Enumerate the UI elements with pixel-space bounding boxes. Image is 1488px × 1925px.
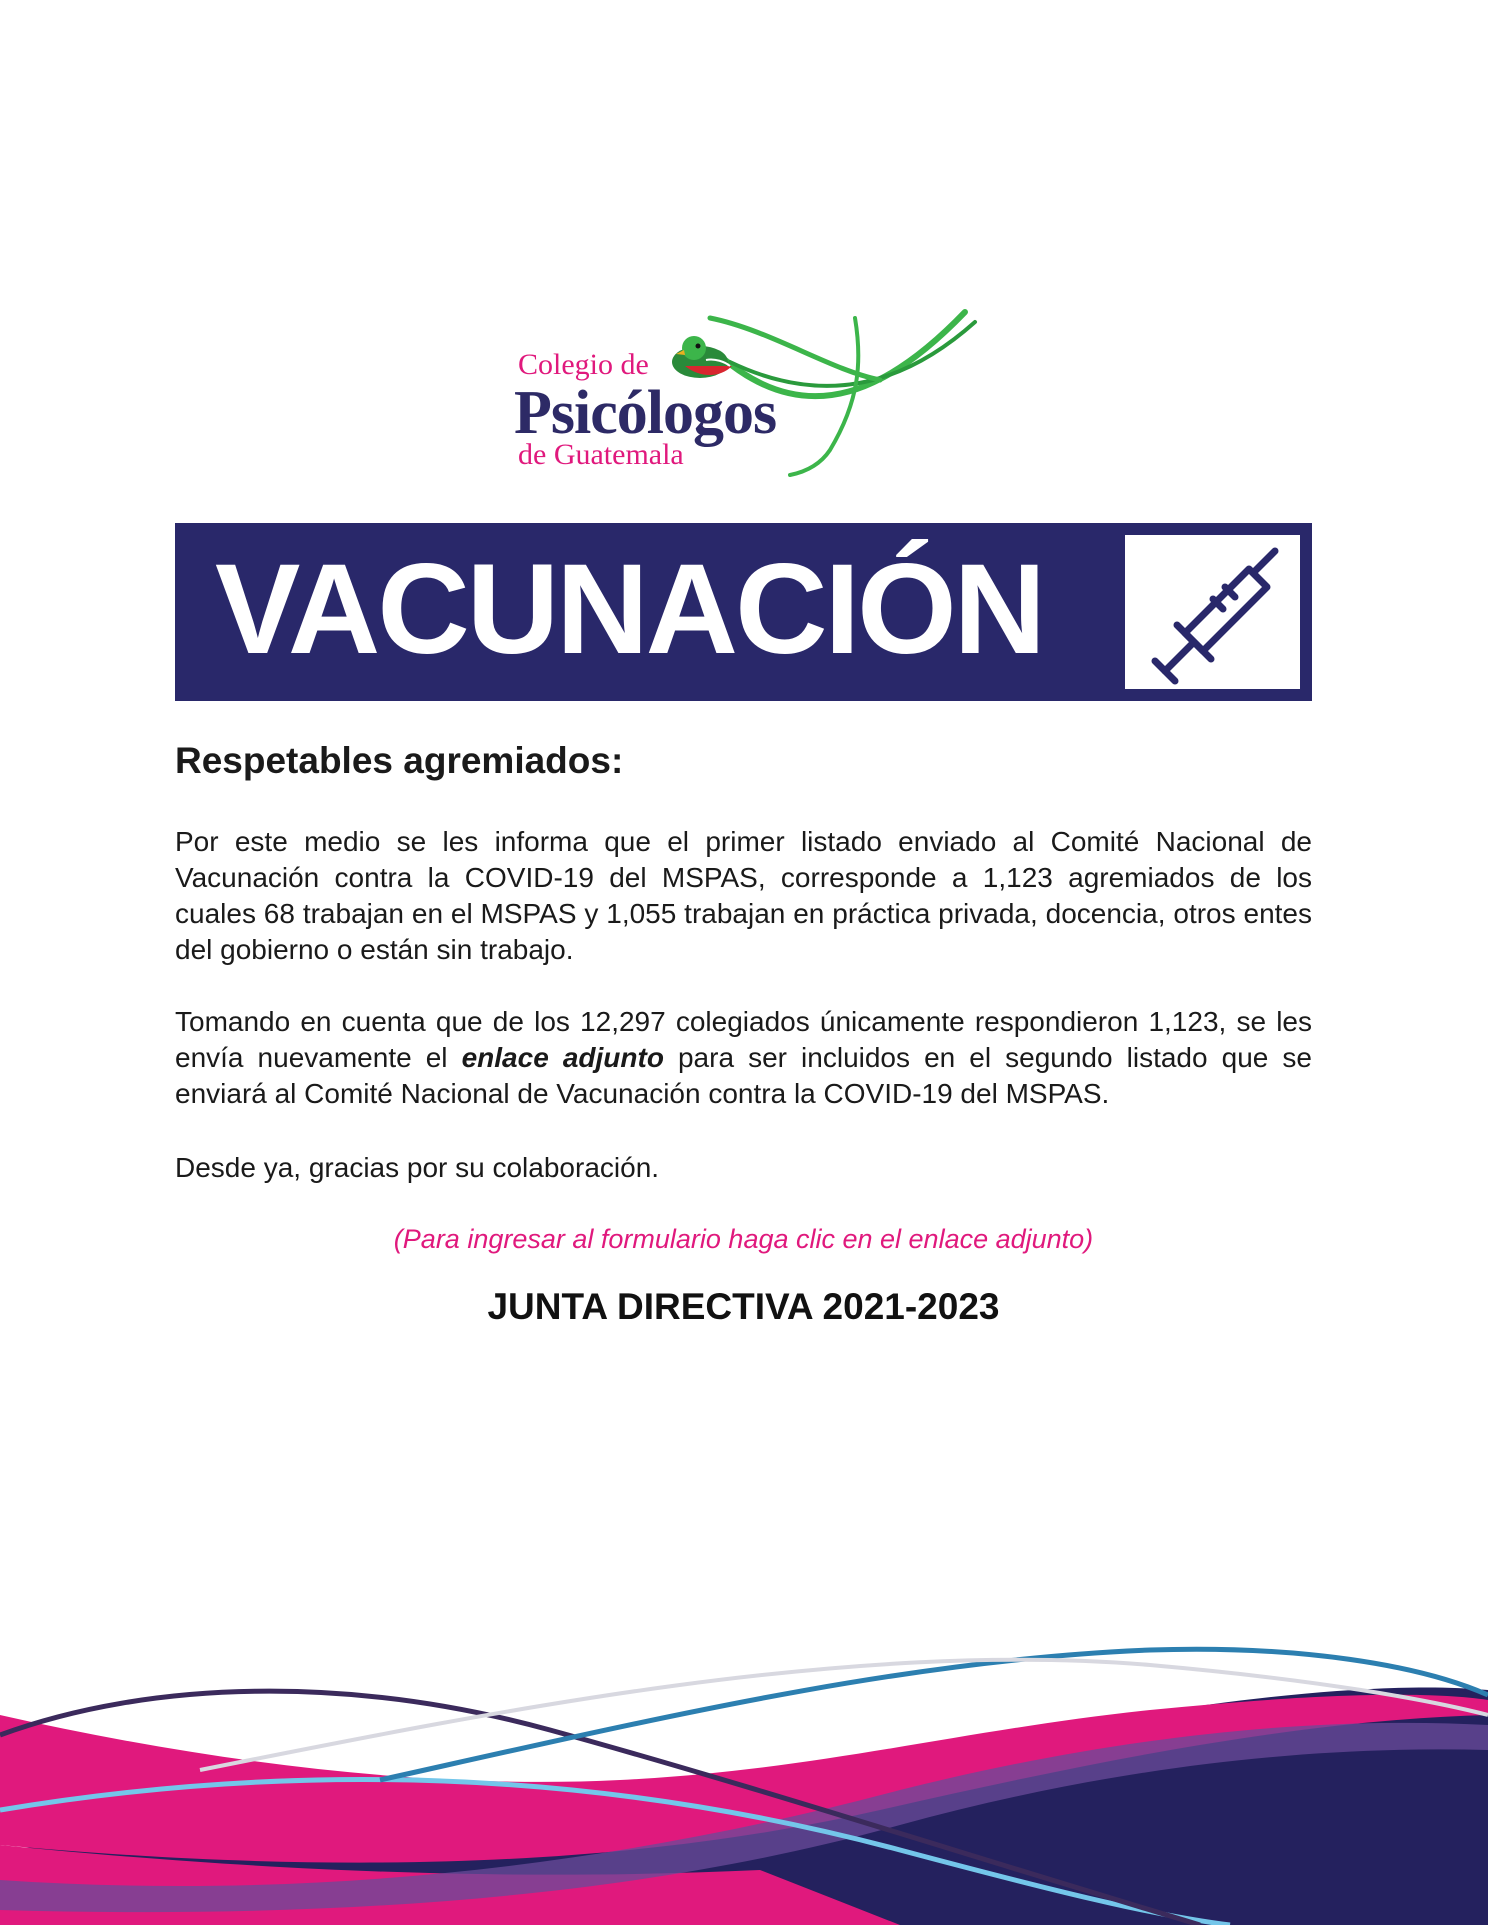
paragraph-second-after: para ser incluidos en el segundo listado que se enviará al Comité Nacional de Vacunación contra la COVID-19 del MSPAS.	[175, 1042, 1312, 1109]
decorative-waves	[0, 1620, 1488, 1925]
vaccination-banner	[175, 523, 1312, 701]
syringe-icon-box	[1125, 535, 1300, 689]
logo-line-colegio: Colegio de	[518, 348, 649, 381]
paragraph-thanks: Desde ya, gracias por su colaboración.	[175, 1152, 660, 1183]
board-signature: JUNTA DIRECTIVA 2021-2023	[487, 1286, 1000, 1327]
logo	[510, 300, 980, 480]
logo-line-psicologos: Psicólogos	[514, 379, 777, 447]
greeting-heading: Respetables agremiados:	[175, 740, 624, 781]
syringe-icon	[1125, 535, 1300, 689]
form-link-note[interactable]: (Para ingresar al formulario haga clic en el enlace adjunto)	[393, 1224, 1094, 1254]
paragraph-first-list: Por este medio se les informa que el primer listado enviado al Comité Nacional de Vacunación contra la COVID-19 del MSPAS, corresponde a 1,123 agremiados de los cuales 68 trabajan en el MSPAS y 1,055 trabajan en práctica privada, docencia, otros entes del gobierno o están sin trabajo.	[175, 826, 1312, 965]
banner-title: VACUNACIÓN	[215, 538, 1044, 681]
paragraph-second-before: Tomando en cuenta que de los 12,297 colegiados únicamente respondieron 1,123, se les envía nuevamente el	[175, 1006, 1312, 1073]
attached-link-emphasis[interactable]: enlace adjunto	[461, 1042, 664, 1073]
logo-line-guatemala: de Guatemala	[518, 438, 684, 471]
paragraph-second-list	[175, 1004, 1312, 1112]
